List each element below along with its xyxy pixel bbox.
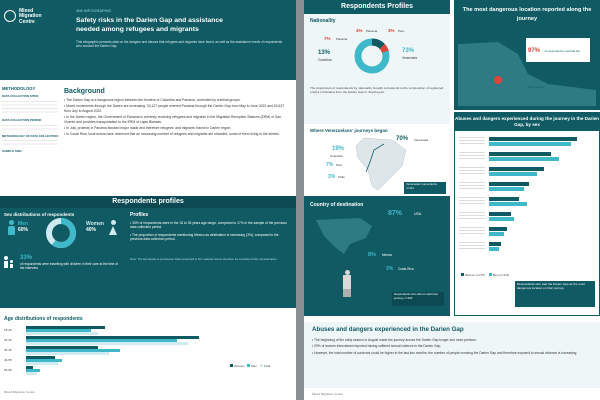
- age-chart: [4, 326, 224, 378]
- abuse-bar-women: [489, 182, 529, 186]
- children-value: 33%: [20, 255, 33, 261]
- legend-women: Women: [234, 364, 245, 368]
- abuse-row-label: [459, 137, 485, 145]
- journey-value-venezuela: 70%: [396, 136, 409, 142]
- profiles-banner: Respondents profiles: [0, 196, 296, 208]
- dest-label-mexico: Mexico: [382, 253, 393, 257]
- dangerous-heading: The most dangerous location reported along the journey: [454, 0, 600, 30]
- age-bar: [26, 362, 58, 365]
- age-bar: [26, 332, 98, 335]
- sex-donut: [44, 216, 78, 250]
- destination-heading: Country of destination: [310, 202, 364, 208]
- abuse-bar-men: [489, 232, 504, 236]
- background-bullet: • In the Darien region, the Government of Panama is currently receiving refugees and migrants in the Migration Reception Stations (ERM) of San Vicente and provides transportation to the ERM of Lajas Blancas.: [64, 115, 281, 124]
- abuse-bar-women: [489, 227, 507, 231]
- profiles-note: Note: The left sample is provisional. Data presented in this material cannot therefore be considered fully representative.: [130, 257, 278, 261]
- background-bullet: • The Darien Gap is a dangerous region between the borders of Colombia and Panama, controlled by criminal groups.: [64, 98, 241, 102]
- method-item: SAMPLE SIZE:: [2, 149, 23, 154]
- methodology: [0, 86, 60, 154]
- abuses-chart: [459, 137, 595, 267]
- nat-label-peru: Peru: [398, 29, 405, 33]
- abuse-bar-women: [489, 137, 577, 141]
- dangerous-callout: [526, 38, 590, 89]
- family-icon: [4, 256, 16, 268]
- abuses-heading: Abuses and dangers experienced during the journey in the Darien Gap, by sex: [455, 113, 599, 131]
- nat-label-venezuela: Venezuela: [402, 56, 417, 60]
- dest-value-costa-rica: 3%: [386, 266, 394, 272]
- dangerous-text: of respondents reported the Darien Gap as the most dangerous location on their journey: [528, 49, 588, 89]
- nat-value-peru: 3%: [388, 28, 395, 33]
- journey-label-peru: Peru: [336, 163, 343, 167]
- age-bar: [26, 372, 37, 375]
- right-profiles-banner: Respondents Profiles: [304, 0, 450, 14]
- abuses-legend: [461, 273, 509, 277]
- dangerous-value: 97%: [528, 48, 541, 54]
- left-footer: Mixed Migration Centre: [4, 390, 36, 394]
- background-section: [64, 88, 290, 137]
- background-bullet: • In July, protests in Panama blocked major roads and therefore refugees' and migrants' transit in Darien region.: [64, 126, 232, 131]
- background-bullet: • Mixed movements through the Darien are increasing: 33,127 people entered Panama through the Darien Gap from May to June 2022 and 53,637 from July to August 2022.: [64, 104, 285, 113]
- age-heading: Age distributions of respondents: [4, 316, 83, 322]
- right-footer: Mixed Migration Centre: [312, 392, 344, 396]
- nationality-heading: Nationality: [310, 18, 336, 24]
- page-title-1: Safety risks in the Darien Gap and assistance: [76, 17, 223, 24]
- dest-value-mexico: 8%: [368, 252, 376, 258]
- age-bar: [26, 342, 188, 345]
- abuses-legend-men: Men (n=111): [492, 273, 510, 277]
- abuse-row-label: [459, 197, 485, 205]
- abuses-note: Respondents who saw the Darien Gap as the most dangerous location on their journey: [515, 281, 595, 307]
- org-line-3: Centre: [19, 18, 35, 25]
- journey-heading: Where Venezuelans' journeys began: [310, 128, 388, 133]
- abuse-bar-men: [489, 142, 571, 146]
- abuse-bar-women: [489, 242, 501, 246]
- age-bar: [26, 352, 109, 355]
- abuse-bar-women: [489, 152, 551, 156]
- journey-label-venezuela: Venezuela: [414, 138, 429, 142]
- abuse-row-label: [459, 167, 485, 175]
- abuse-row-label: [459, 212, 485, 220]
- intro-text: This infographic presents data on the dangers and abuses that refugees and migrants have faced, as well as the assistance needs of respondents who crossed the Darien Gap.: [76, 40, 283, 49]
- journey-label-colombia: Colombia: [330, 154, 343, 158]
- men-label: Men: [18, 221, 28, 227]
- abuse-bar-men: [489, 202, 527, 206]
- dest-value-usa: 87%: [388, 210, 403, 217]
- age-category-label: 56-65: [4, 368, 12, 372]
- abuse-row-label: [459, 227, 485, 235]
- abuse-bar-men: [489, 247, 499, 251]
- dest-label-costa-rica: Costa Rica: [398, 267, 414, 271]
- journey-value-peru: 7%: [326, 162, 334, 168]
- abuse-bar-women: [489, 212, 511, 216]
- men-value: 60%: [18, 227, 29, 233]
- age-legend: [230, 364, 270, 368]
- journey-value-chile: 3%: [328, 174, 336, 180]
- abuses-section: [454, 112, 600, 316]
- abuse-bar-women: [489, 167, 544, 171]
- abuse-bar-men: [489, 217, 514, 221]
- age-section: [0, 314, 296, 384]
- abuse-bar-men: [489, 187, 524, 191]
- abuses-legend-women: Women (n=75): [465, 273, 485, 277]
- age-category-label: 18-25: [4, 328, 12, 332]
- abuse-row-label: [459, 242, 485, 250]
- method-item: DATA COLLECTION SITES:: [2, 94, 40, 98]
- nat-label-colombia: Colombia: [318, 58, 332, 62]
- man-icon: [6, 220, 16, 234]
- journey-value-colombia: 19%: [332, 146, 345, 152]
- method-item: METHODOLOGY OF DATA COLLECTION:: [2, 133, 59, 138]
- nationality-section: [304, 14, 450, 124]
- journey-note: Venezuelan respondents, n=314: [404, 182, 446, 194]
- women-value: 40%: [86, 227, 97, 233]
- bottom-bullet: • The beginning of the rainy season in August made the journey across the Darien Gap longer and more perilous.: [312, 338, 477, 342]
- background-bullet: • In Costa Rica, local actors have observed that an increasing number of refugees and migrants are stranded, some of them living in the streets.: [64, 132, 280, 137]
- mmc-logo-icon: [4, 10, 16, 22]
- nat-label-panama: Panama: [336, 37, 348, 41]
- bottom-abuses-section: [304, 322, 600, 388]
- profile-bullet: • 33% of respondents were in the 18 to 35 years age range, compared to 17% in the sample of the previous data collection period.: [130, 221, 287, 230]
- profiles-heading: Profiles: [130, 212, 149, 218]
- nationality-donut: [352, 36, 392, 76]
- age-category-label: 36-45: [4, 348, 12, 352]
- abuse-row-label: [459, 152, 485, 160]
- abuse-bar-women: [489, 197, 519, 201]
- nationality-note: The proportions of respondents by nationality broadly correspond to the composition of registered entries in Panama from the Darien Gap in July/August.: [310, 86, 444, 94]
- migrant-family-illustration: [340, 270, 354, 300]
- nat-value-colombia: 13%: [318, 50, 331, 56]
- nat-value-panama-2: 4%: [356, 28, 363, 33]
- nat-value-venezuela: 73%: [402, 48, 415, 54]
- right-page: [304, 0, 600, 400]
- destination-section: [304, 196, 450, 316]
- left-page: [0, 0, 296, 400]
- abuse-bar-men: [489, 157, 559, 161]
- sex-heading: Sex distributions of respondents: [4, 212, 75, 217]
- destination-note: Respondents who did not start their journey, n=332: [392, 292, 444, 306]
- background-heading: Background: [64, 88, 105, 95]
- nat-label-panama-2: Panama: [366, 29, 378, 33]
- bottom-bullet: • 29% of women interviewed reported having suffered sexual violence in the Darien Gap.: [312, 344, 442, 349]
- dest-label-usa: USA: [414, 212, 422, 216]
- kicker: 4MI INFOGRAPHIC: [76, 8, 112, 13]
- abuse-row-label: [459, 182, 485, 190]
- dangerous-section: [454, 30, 600, 110]
- children-text: of respondents were travelling with children in their care at the time of the interview: [20, 262, 118, 270]
- left-header: [0, 0, 296, 80]
- org-line-1: Mixed: [19, 8, 34, 14]
- women-label: Women: [86, 221, 104, 227]
- journey-section: [304, 124, 450, 196]
- bottom-heading: Abuses and dangers experienced in the Darien Gap: [312, 326, 464, 333]
- methodology-heading: METHODOLOGY: [2, 86, 36, 91]
- legend-men: Men: [251, 364, 257, 368]
- profiles-section: [0, 196, 296, 308]
- age-category-label: 26-35: [4, 338, 12, 342]
- org-line-2: Migration: [19, 13, 42, 20]
- woman-icon: [108, 220, 118, 234]
- journey-label-chile: Chile: [338, 175, 345, 179]
- bottom-bullet: • However, the total number of survivors could be higher in the last two months: the number of people crossing the Darien Gap and therefore exposed to sexual violence is increasing.: [312, 350, 578, 355]
- nat-value-panama: 7%: [324, 36, 331, 41]
- legend-total: Total: [263, 364, 271, 368]
- age-category-label: 46-55: [4, 358, 12, 362]
- darien-marker-icon: [494, 76, 502, 84]
- abuse-bar-men: [489, 172, 537, 176]
- method-item: DATA COLLECTION PERIOD:: [2, 117, 42, 122]
- page-title-2: needed among refugees and migrants: [76, 26, 199, 33]
- profile-bullet: • The proportion of respondents mentioning Mexico as destination is increasing (3%), compared to the previous data collection period.: [130, 232, 279, 241]
